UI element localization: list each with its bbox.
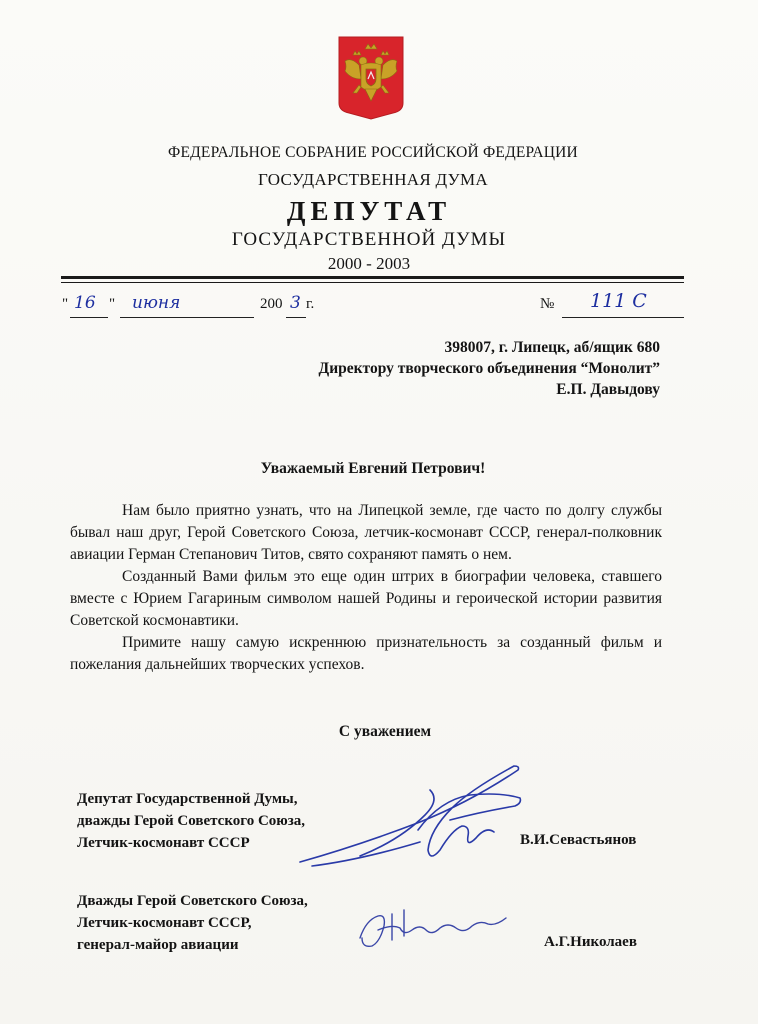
date-year-prefix: 200 [260,296,283,312]
header-term-years: 2000 - 2003 [327,254,411,273]
header-federal-assembly: ФЕДЕРАЛЬНОЕ СОБРАНИЕ РОССИЙСКОЙ ФЕДЕРАЦИИ [168,144,578,161]
signatory-1-title-line: Летчик-космонавт СССР [77,835,250,851]
date-close-quote: " [109,296,116,312]
date-month-handwritten: июня [132,293,181,313]
signatory-2-title-line: генерал-майор авиации [77,937,239,953]
coat-of-arms-emblem [337,35,405,121]
body-paragraph-1: Нам было приятно узнать, что на Липецкой земле, где часто по долгу службы бывал наш друг, Герой Советского Союза, летчик-космонавт СССР, генерал-полковник авиации Герман Степанович Титов, свято сохраняют память о нем. [70,502,662,563]
recipient-position: Директору творческого объединения “Монолит” [318,360,660,377]
signatory-1-name: В.И.Севастьянов [520,832,637,848]
signatory-1-titles [77,788,305,854]
header-deputy-title: ДЕПУТАТ [286,196,452,226]
recipient-address: 398007, г. Липецк, аб/ящик 680 [444,339,660,356]
number-handwritten: 111 С [590,290,647,312]
signatory-1-title-line: дважды Герой Советского Союза, [77,813,306,829]
body-paragraph-3: Примите нашу самую искреннюю признательность за созданный фильм и пожелания дальнейших творческих успехов. [70,634,662,673]
signature-sevastyanov-icon [300,766,520,866]
header-divider-thin [61,282,684,283]
signatory-2-titles [77,890,308,956]
recipient-name: Е.П. Давыдову [556,381,660,398]
date-year-suffix: г. [306,296,315,312]
number-label: № [540,296,555,312]
header-divider-thick [61,276,684,279]
header-state-duma-genitive: ГОСУДАРСТВЕННОЙ ДУМЫ [231,229,507,250]
greeting: Уважаемый Евгений Петрович! [260,460,486,477]
signatory-2-title-line: Дважды Герой Советского Союза, [77,893,308,909]
signatory-2-name: А.Г.Николаев [544,934,637,950]
signatory-2-title-line: Летчик-космонавт СССР, [77,915,252,931]
date-open-quote: " [62,296,69,312]
signatory-1-title-line: Депутат Государственной Думы, [77,791,298,807]
signature-nikolaev-icon [360,910,506,946]
body-paragraph-2: Созданный Вами фильм это еще один штрих в биографии человека, ставшего вместе с Юрием Гагариным символом нашей Родины и героической истории развития Советской космонавтики. [70,568,662,629]
date-year-digit-handwritten: 3 [290,293,301,313]
closing-phrase: С уважением [338,723,432,740]
letter-body [70,500,662,676]
header-state-duma: ГОСУДАРСТВЕННАЯ ДУМА [258,170,488,189]
date-day-handwritten: 16 [74,293,96,313]
